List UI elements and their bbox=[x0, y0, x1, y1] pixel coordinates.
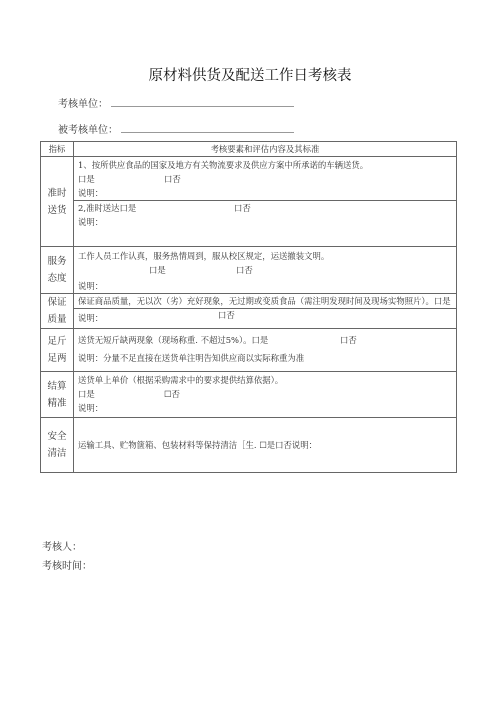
indicator-timely-delivery: 准时送货 bbox=[41, 157, 74, 247]
criteria-timely-delivery bbox=[74, 157, 457, 247]
checkbox-line bbox=[74, 387, 456, 401]
assessment-table bbox=[40, 141, 457, 473]
row-safety-cleanliness bbox=[41, 418, 457, 473]
no-checkbox[interactable]: 口否 bbox=[234, 203, 251, 213]
row-full-weight bbox=[41, 329, 457, 372]
criterion-text: 送货单上单价（根据采购需求中的要求提供结算依据）。 bbox=[78, 375, 284, 385]
indicator-safety-cleanliness: 安全清洁 bbox=[41, 418, 74, 473]
assessor-unit-row bbox=[58, 95, 298, 109]
note-label: 说明： bbox=[74, 308, 456, 325]
assessor-label: 考核人： bbox=[42, 542, 82, 553]
row-quality-assurance bbox=[41, 294, 457, 329]
table-header-row bbox=[41, 142, 457, 157]
note-label: 说明： bbox=[78, 188, 104, 198]
note-label: 说明：分量不足直接在送货单注明告知供应商以实际称重为准 bbox=[78, 353, 305, 363]
row-timely-delivery bbox=[41, 157, 457, 247]
assessed-unit-input-line[interactable] bbox=[121, 132, 294, 133]
assessor-unit-label: 考核单位： bbox=[58, 99, 108, 110]
note-label: 说明： bbox=[78, 281, 104, 291]
criteria-service-attitude bbox=[74, 247, 457, 294]
no-checkbox[interactable]: ☐否 bbox=[164, 389, 180, 399]
note-label: 说明： bbox=[78, 217, 104, 227]
no-checkbox[interactable]: 口否 bbox=[236, 265, 253, 275]
assessment-time-label: 考核时间： bbox=[42, 561, 92, 572]
indicator-accurate-settlement: 结算精准 bbox=[41, 372, 74, 418]
checkbox-line bbox=[74, 329, 456, 347]
criterion-text: 1、按所供应食品的国家及地方有关物流要求及供应方案中所承诺的车辆送货。 bbox=[78, 160, 369, 170]
criterion-text: 保证商品质量，无以次（劣）充好现象，无过期或变质食品（需注明发现时间及现场实物照片）。口是 口否 bbox=[78, 296, 451, 320]
criteria-safety-cleanliness bbox=[74, 418, 457, 473]
no-checkbox[interactable]: 口否 bbox=[218, 310, 235, 320]
checkbox-line bbox=[74, 263, 456, 277]
criterion-text[interactable]: 2,准时送达口是 bbox=[78, 203, 137, 213]
criteria-accurate-settlement bbox=[74, 372, 457, 418]
no-checkbox[interactable]: 口否 bbox=[340, 335, 357, 345]
header-criteria: 考核要素和评估内容及其标准 bbox=[74, 142, 457, 157]
assessor-unit-input-line[interactable] bbox=[111, 106, 294, 107]
yes-checkbox[interactable]: 口是 bbox=[149, 265, 166, 275]
row-accurate-settlement bbox=[41, 372, 457, 418]
assessed-unit-row bbox=[58, 121, 298, 135]
checkbox-line bbox=[74, 172, 456, 186]
indicator-full-weight: 足斤足两 bbox=[41, 329, 74, 372]
note-label: 说明： bbox=[78, 403, 104, 413]
yes-checkbox[interactable]: 口是 bbox=[78, 389, 95, 399]
yes-checkbox[interactable]: 口是 bbox=[78, 174, 95, 184]
criterion-text[interactable]: 送货无短斤缺两现象（现场称重. 不超过5%）。口是 bbox=[78, 335, 269, 345]
criteria-quality-assurance bbox=[74, 294, 457, 329]
header-indicator: 指标 bbox=[41, 142, 74, 157]
criterion-text[interactable]: 运输工具、贮物箧箱、包装材料等保持清洁［生. ☐是口否说明： bbox=[78, 440, 317, 450]
page-title: 原材料供货及配送工作日考核表 bbox=[148, 68, 352, 84]
checkbox-line bbox=[74, 201, 456, 215]
no-checkbox[interactable]: 口否 bbox=[164, 174, 181, 184]
criteria-full-weight bbox=[74, 329, 457, 372]
row-service-attitude bbox=[41, 247, 457, 294]
criterion-text: 工作人员工作认真，服务热情周到，服从校区规定，运送撤装文明。 bbox=[78, 251, 330, 261]
indicator-service-attitude: 服务态度 bbox=[41, 247, 74, 294]
indicator-quality-assurance: 保证质量 bbox=[41, 294, 74, 329]
assessed-unit-label: 被考核单位： bbox=[58, 125, 118, 136]
